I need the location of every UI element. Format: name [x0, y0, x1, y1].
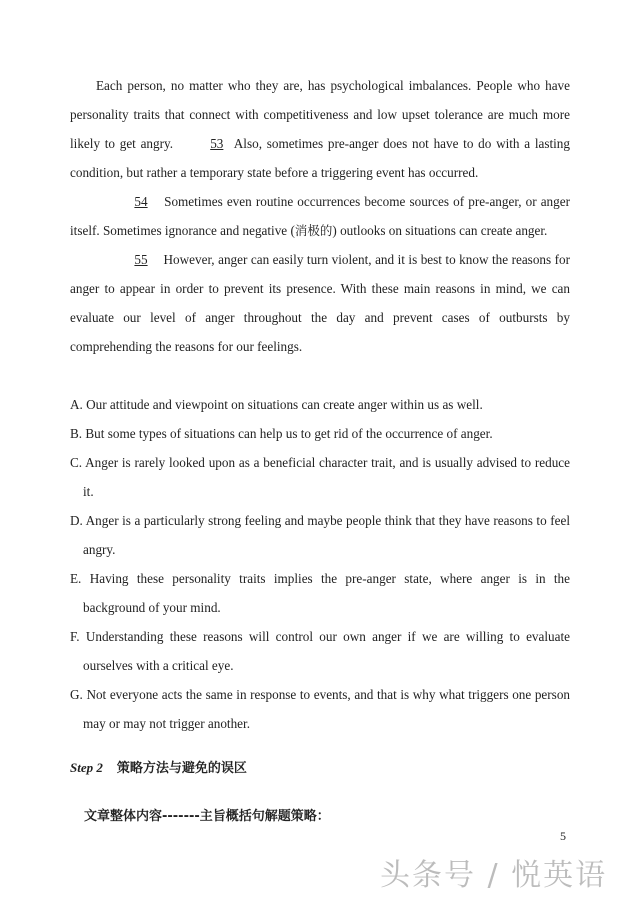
- option-d: [70, 506, 570, 564]
- page-number: 5: [560, 829, 566, 843]
- blank-55: 55: [134, 252, 148, 267]
- option-text: Our attitude and viewpoint on situations can create anger within us as well.: [86, 397, 483, 412]
- option-letter: E.: [70, 571, 82, 586]
- blank-53: 53: [210, 136, 224, 151]
- watermark: 头条号 / 悦英语: [380, 858, 608, 893]
- strategy-subheading: 文章整体内容-------主旨概括句解题策略：: [84, 809, 330, 824]
- option-text: Having these personality traits implies the pre-anger state, where anger is in the background of your mind.: [83, 571, 571, 615]
- option-e: [70, 564, 570, 622]
- option-c: [70, 448, 570, 506]
- option-f: [70, 622, 570, 680]
- option-text: Not everyone acts the same in response to events, and that is why what triggers one person may or may not trigger another.: [83, 687, 571, 731]
- option-g: [70, 680, 570, 738]
- option-b: [70, 419, 570, 448]
- chinese-gloss: 消极的: [294, 223, 333, 238]
- option-a: [70, 390, 570, 419]
- passage-paragraph-2: [70, 187, 570, 245]
- blank-54: 54: [134, 194, 148, 209]
- option-letter: G.: [70, 687, 83, 702]
- option-letter: C.: [70, 455, 83, 470]
- option-letter: D.: [70, 513, 83, 528]
- option-text: Anger is a particularly strong feeling and maybe people think that they have reasons to feel angry.: [83, 513, 570, 557]
- option-letter: F.: [70, 629, 80, 644]
- option-text: Anger is rarely looked upon as a beneficial character trait, and is usually advised to reduce it.: [83, 455, 570, 499]
- step-label: Step 2: [70, 760, 103, 775]
- step-heading: [70, 756, 247, 781]
- option-letter: A.: [70, 397, 83, 412]
- paragraph-3-text: However, anger can easily turn violent, and it is best to know the reasons for anger to appear in order to prevent its presence. With these main reasons in mind, we can evaluate our level of anger throughout the day and prevent cases of outbursts by comprehending the reasons for our feelings.: [70, 252, 571, 354]
- paragraph-2-text-b: ) outlooks on situations can create anger.: [332, 223, 548, 238]
- paragraph-1-text-before: Each person, no matter who they are, has psychological imbalances. People who have personality traits that connect with competitiveness and low upset tolerance are much more likely to get angry.: [70, 78, 570, 151]
- option-text: Understanding these reasons will control our own anger if we are willing to evaluate ourselves with a critical eye.: [83, 629, 570, 673]
- paragraph-1-text-after: Also, sometimes pre-anger does not have to do with a lasting condition, but rather a temporary state before a triggering event has occurred.: [70, 136, 570, 180]
- option-letter: B.: [70, 426, 83, 441]
- passage-paragraph-3: [70, 245, 570, 361]
- option-text: But some types of situations can help us to get rid of the occurrence of anger.: [85, 426, 493, 441]
- paragraph-2-text-a: Sometimes even routine occurrences become sources of pre-anger, or anger itself. Sometimes ignorance and negative (: [70, 194, 570, 238]
- passage-paragraph-1: [70, 71, 570, 187]
- step-title: 策略方法与避免的误区: [116, 761, 247, 776]
